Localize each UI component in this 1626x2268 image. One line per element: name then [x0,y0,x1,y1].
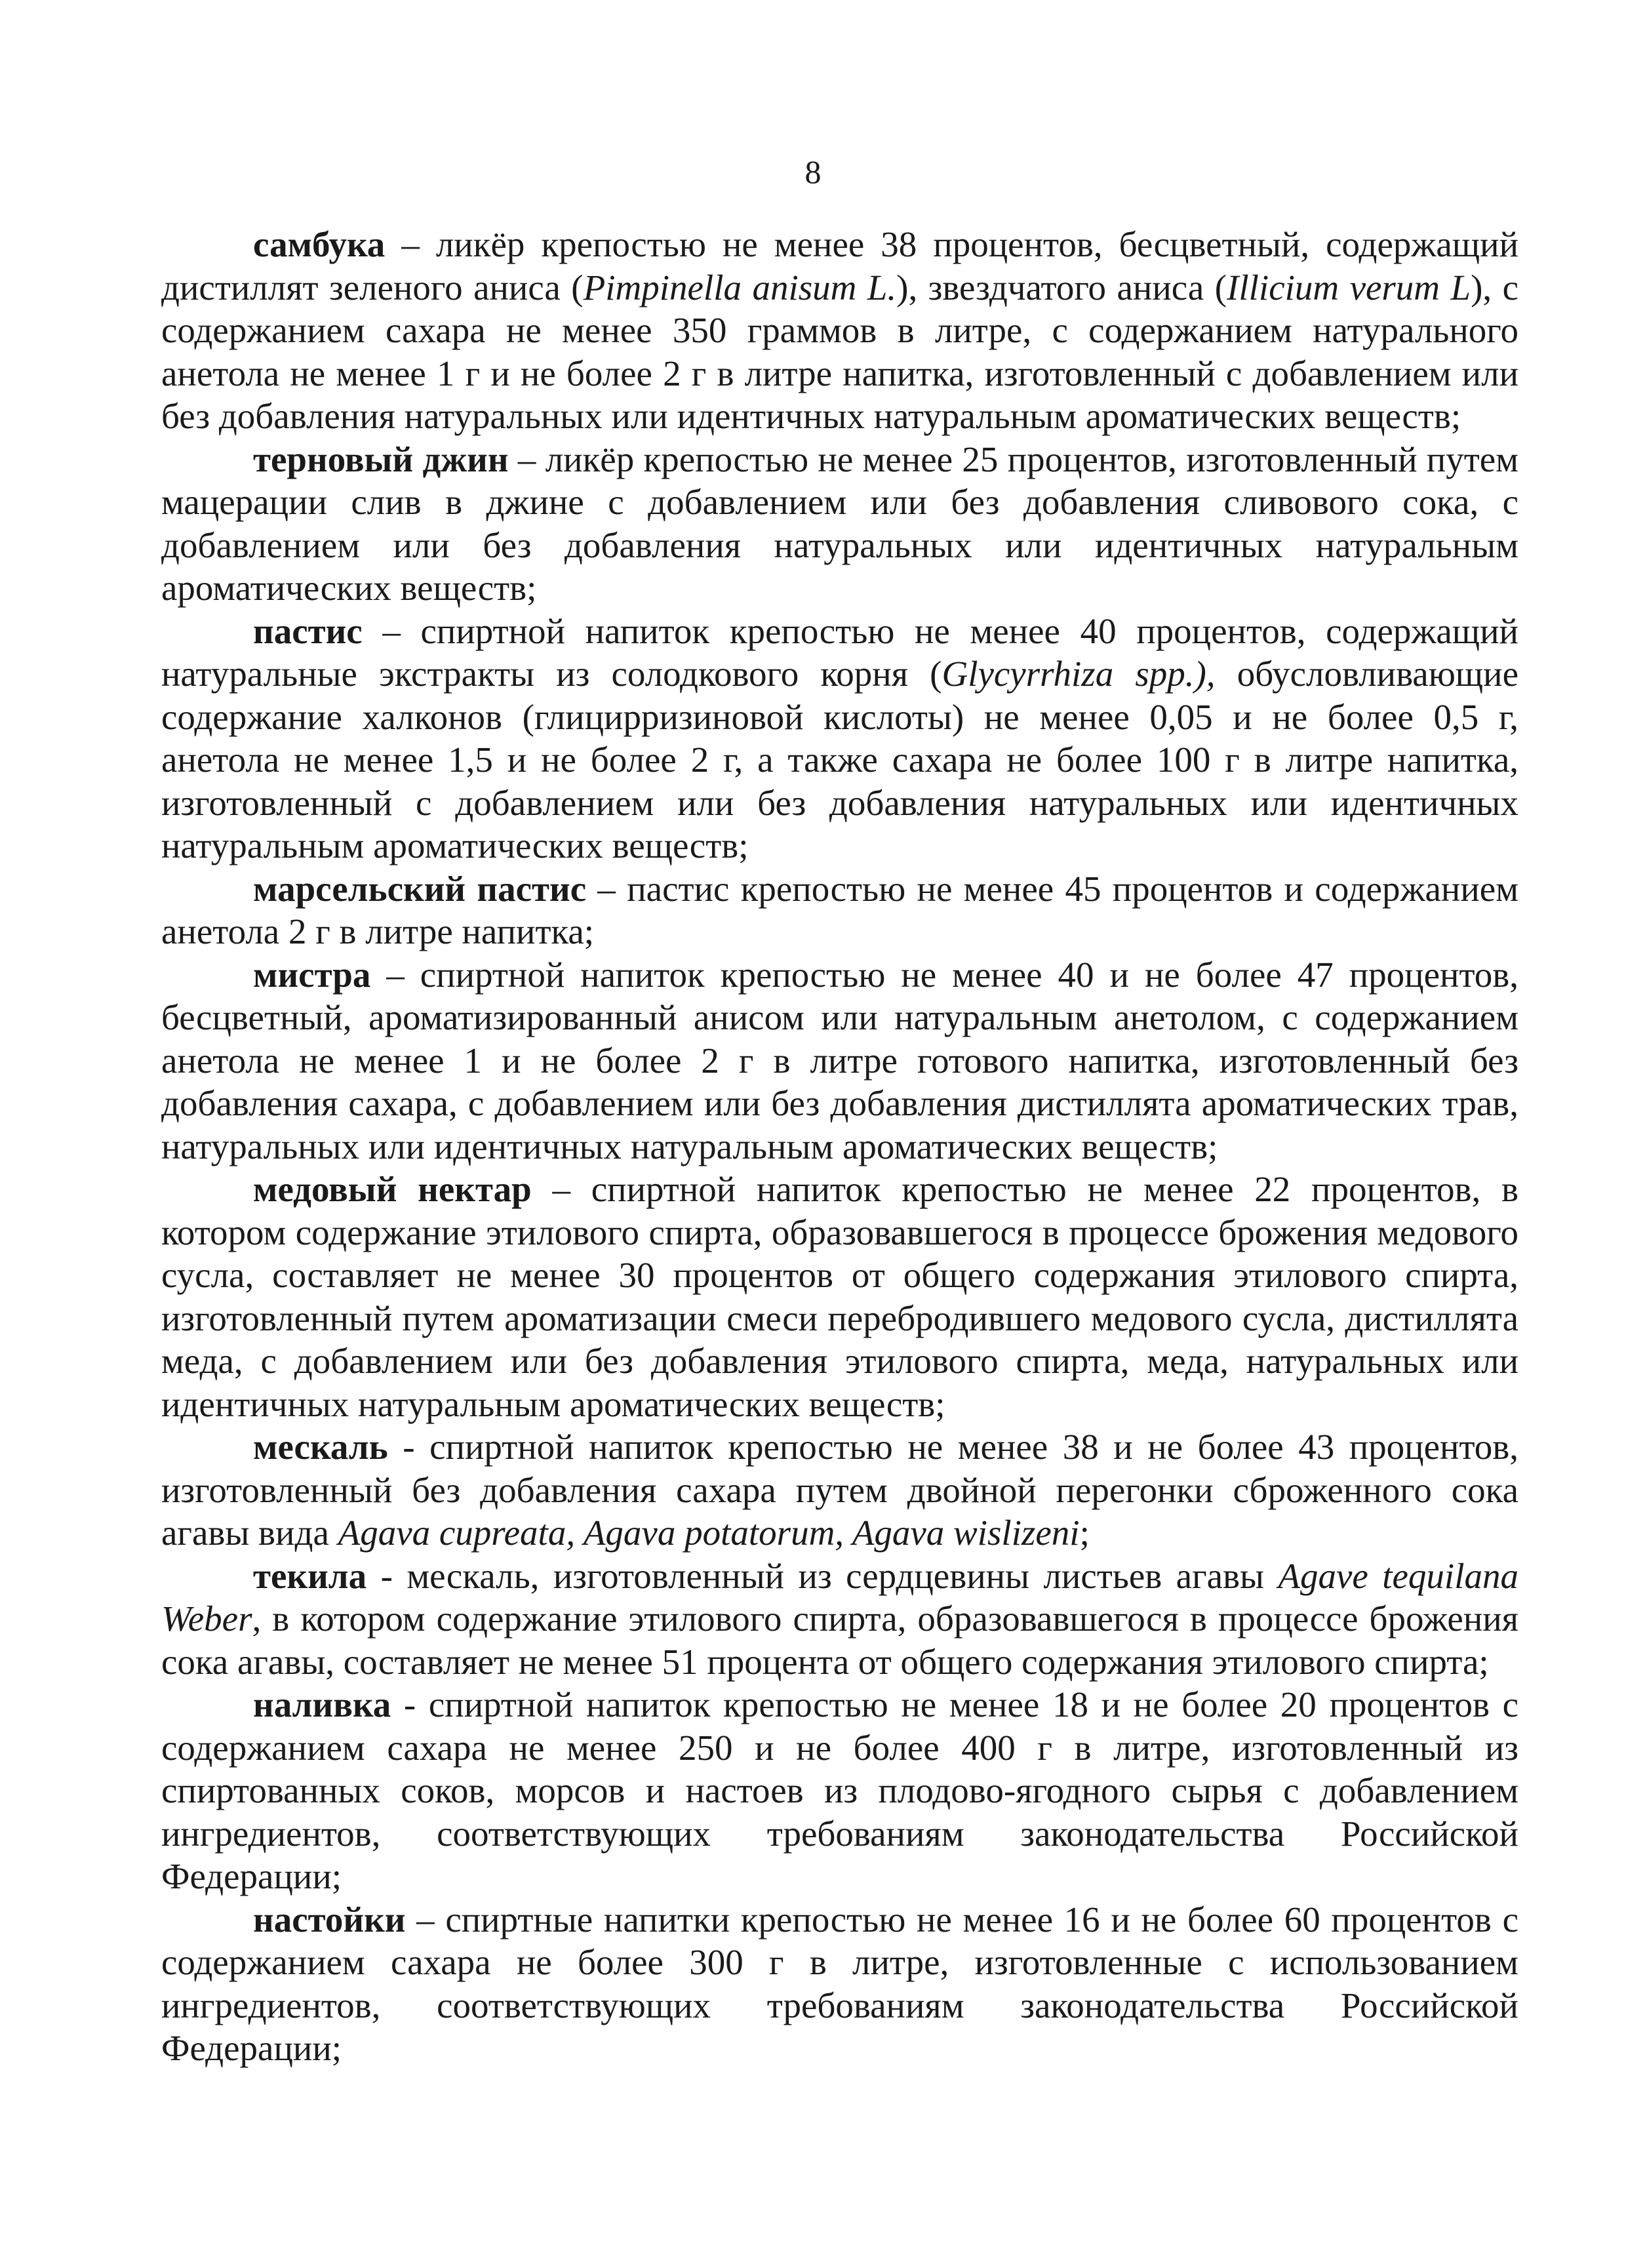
latin-name: Agava cupreata, Agava potatorum, Agava wislizeni [338,1513,1080,1553]
text: ), звездчатого аниса ( [896,267,1227,308]
definition-nastoyki [161,1898,1518,2070]
text: – ликёр крепостью не менее 25 процентов, изготовленный путем мацерации слив в джине с добавлением или без добавления сливового сока, с добавлением или без добавления натуральных или идентичных натуральным ароматических веществ; [161,439,1518,608]
definition-mezcal [161,1425,1518,1555]
text: - мескаль, изготовленный из сердцевины листьев агавы [367,1555,1279,1596]
definition-honey-nectar [161,1168,1518,1425]
document-body [161,223,1518,2070]
term: пастис [253,610,363,651]
definition-pastis [161,610,1518,867]
text: – спиртной напиток крепостью не менее 40 и не более 47 процентов, бесцветный, ароматизированный анисом или натуральным анетолом, с содержанием анетола не менее 1 и не более 2 г в литре готового напитка, изготовленный без добавления сахара, с добавлением или без добавления дистиллята ароматических трав, натуральных или идентичных натуральным ароматических веществ; [161,954,1518,1166]
term: самбука [253,224,386,264]
term: наливка [253,1684,391,1724]
definition-tequila [161,1555,1518,1684]
text: ), с содержанием сахара не менее 350 граммов в литре, с содержанием натурального анетола не менее 1 г и не более 2 г в литре напитка, изготовленный с добавлением или без добавления натуральных или идентичных натуральным ароматических веществ; [161,267,1519,436]
term: настойки [253,1899,406,1940]
text: – ликёр крепостью не менее 38 процентов, бесцветный, содержащий дистиллят зеленого аниса ( [161,224,1518,308]
text: , в котором содержание этилового спирта, образовавшегося в процессе брожения сока агавы, составляет не менее 51 процента от общего содержания этилового спирта; [161,1599,1518,1682]
text: - спиртной напиток крепостью не менее 18 и не более 20 процентов с содержанием сахара не менее 250 и не более 400 г в литре, изготовленный из спиртованных соков, морсов и настоев из плодово-ягодного сырья с добавлением ингредиентов, соответствующих требованиям законодательства Российской Федерации; [161,1684,1518,1896]
text: – спиртные напитки крепостью не менее 16 и не более 60 процентов с содержанием сахара не более 300 г в литре, изготовленные с использованием ингредиентов, соответствующих требованиям законодательства Российской Федерации; [161,1899,1518,2068]
definition-sambuca [161,223,1518,438]
definition-nalivka [161,1683,1518,1898]
latin-name: Glycyrrhiza spp.), [942,654,1216,694]
latin-name: Illicium verum L [1227,267,1471,308]
text: ; [1079,1513,1090,1553]
term: марсельский пастис [253,868,587,909]
term: текила [253,1555,367,1596]
page-number: 8 [804,153,822,190]
term: мистра [253,954,371,995]
text: - спиртной напиток крепостью не менее 38 и не более 43 процентов, изготовленный без добавления сахара путем двойной перегонки сброженного сока агавы вида [161,1427,1518,1553]
term: медовый нектар [253,1169,532,1209]
definition-sloe-gin [161,438,1518,610]
term: терновый джин [253,439,509,479]
text: – спиртной напиток крепостью не менее 22 процентов, в котором содержание этилового спирта, образовавшегося в процессе брожения медового сусла, составляет не менее 30 процентов от общего содержания этилового спирта, изготовленный путем ароматизации смеси перебродившего медового сусла, дистиллята меда, с добавлением или без добавления этилового спирта, меда, натуральных или идентичных натуральным ароматических веществ; [161,1169,1518,1424]
latin-name: Agave tequilana Weber [161,1555,1518,1639]
latin-name: Pimpinella anisum L. [583,267,897,308]
text: – спиртной напиток крепостью не менее 40 процентов, содержащий натуральные экстракты из солодкового корня ( [161,610,1518,694]
text: обусловливающие содержание халконов (глицирризиновой кислоты) не менее 0,05 и не более 0,5 г, анетола не менее 1,5 и не более 2 г, а также сахара не более 100 г в литре напитка, изготовленный с добавлением или без добавления натуральных или идентичных натуральным ароматических веществ; [161,654,1519,865]
text: – пастис крепостью не менее 45 процентов и содержанием анетола 2 г в литре напитка; [161,868,1519,951]
definition-pastis-de-marseille [161,867,1518,953]
definition-mistra [161,953,1518,1168]
term: мескаль [253,1427,388,1467]
